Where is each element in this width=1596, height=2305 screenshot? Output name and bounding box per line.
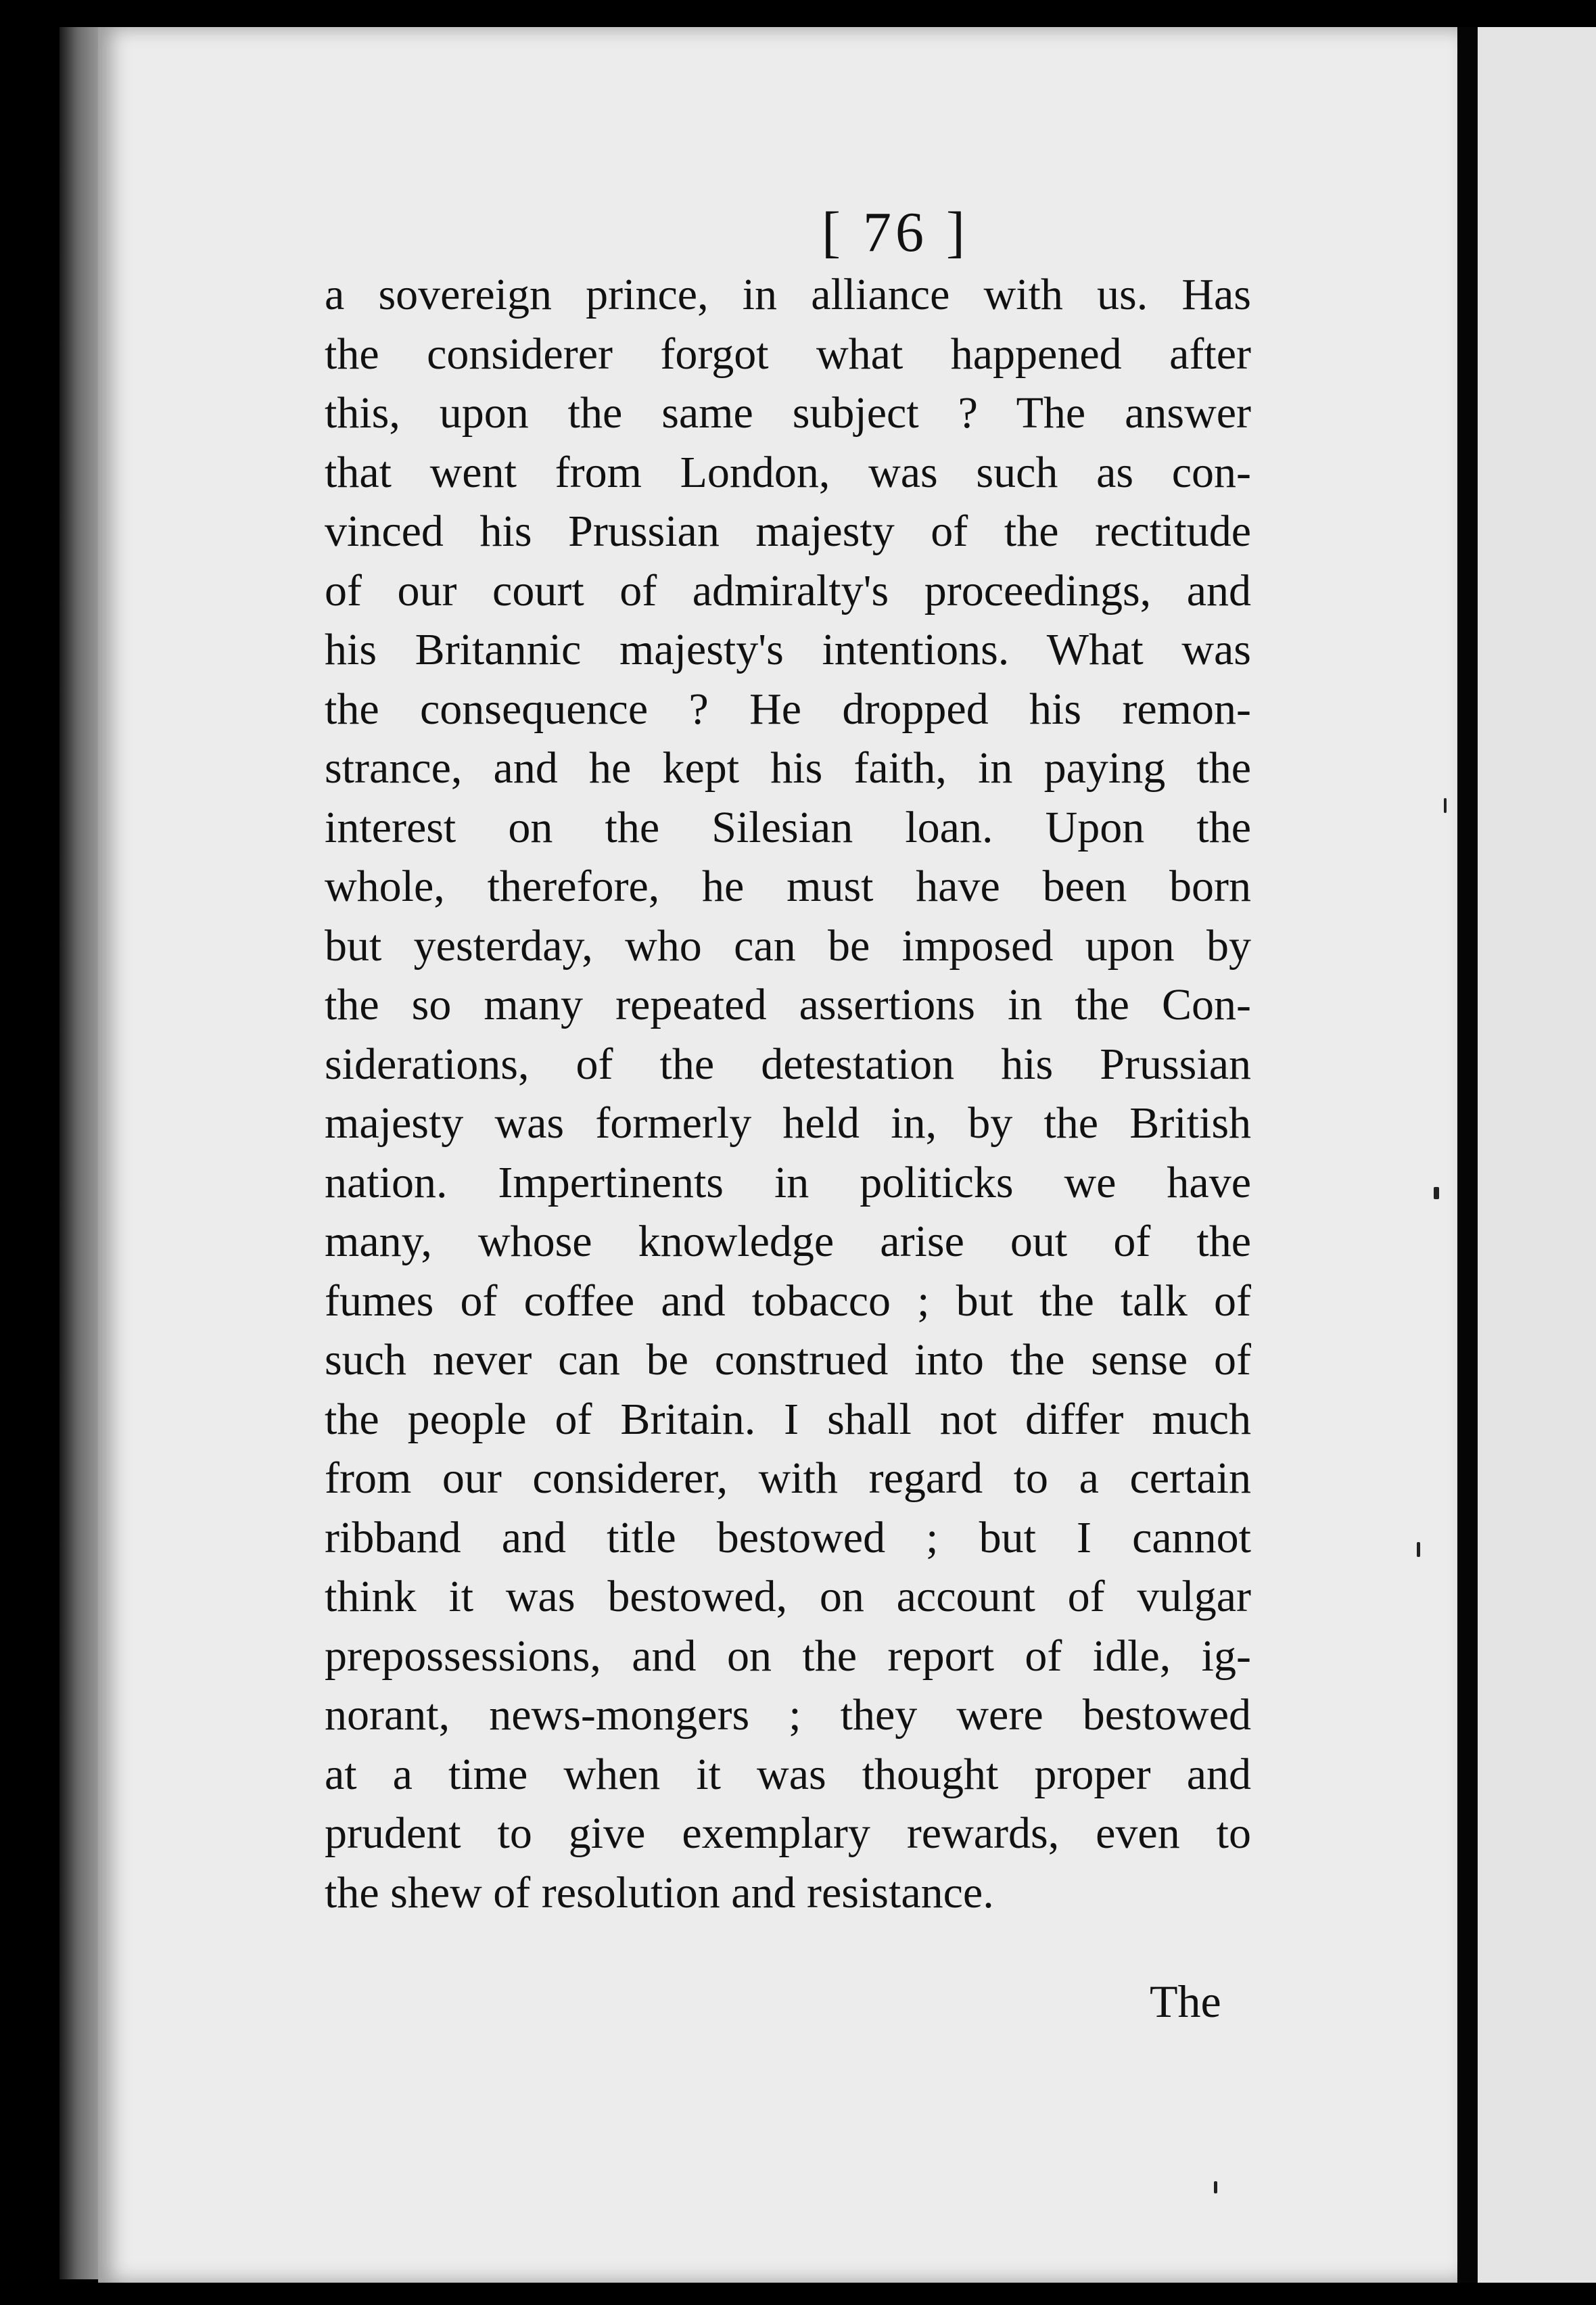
text-line: of our court of admiralty's proceedings, and [325,565,1251,615]
text-line: prepossessions, and on the report of idle, ig- [325,1631,1251,1681]
text-line: but yesterday, who can be imposed upon by [325,921,1251,971]
text-line: the people of Britain. I shall not differ much [325,1394,1251,1444]
text-line: this, upon the same subject ? The answer [325,388,1251,438]
text-line: nation. Impertinents in politicks we have [325,1157,1251,1207]
text-line: at a time when it was thought proper and [325,1749,1251,1799]
gutter-shadow [1457,27,1478,2283]
ink-speck [1444,798,1447,813]
text-line: whole, therefore, he must have been born [325,862,1251,911]
text-line: norant, news-mongers ; they were bestowed [325,1690,1251,1740]
text-line: such never can be construed into the sense of [325,1335,1251,1384]
text-line: the so many repeated assertions in the Con- [325,980,1251,1029]
text-line: fumes of coffee and tobacco ; but the talk of [325,1276,1251,1326]
body-text [325,265,1251,1922]
page-stack-edge [60,27,100,2279]
text-line: majesty was formerly held in, by the British [325,1098,1251,1148]
ink-speck [1214,2181,1217,2193]
catchword: The [1150,1976,1221,2027]
text-line: strance, and he kept his faith, in paying the [325,743,1251,793]
text-line: his Britannic majesty's intentions. What was [325,625,1251,674]
text-line: many, whose knowledge arise out of the [325,1217,1251,1266]
text-line: the consequence ? He dropped his remon- [325,684,1251,734]
text-line: the shew of resolution and resistance. [325,1867,994,1917]
text-line: interest on the Silesian loan. Upon the [325,802,1251,852]
text-line: siderations, of the detestation his Prussian [325,1039,1251,1089]
page-number: [ 76 ] [822,201,969,264]
text-line: that went from London, was such as con- [325,447,1251,497]
text-line: a sovereign prince, in alliance with us. Has [325,270,1251,319]
text-line: vinced his Prussian majesty of the rectitude [325,507,1251,556]
facing-page-edge [1478,27,1596,2283]
text-line: think it was bestowed, on account of vulgar [325,1572,1251,1621]
text-line: ribband and title bestowed ; but I cannot [325,1512,1251,1562]
ink-speck [1434,1187,1439,1199]
text-line: from our considerer, with regard to a certain [325,1453,1251,1503]
ink-speck [1417,1542,1420,1557]
text-line: prudent to give exemplary rewards, even to [325,1809,1251,1858]
text-line: the considerer forgot what happened after [325,329,1251,379]
